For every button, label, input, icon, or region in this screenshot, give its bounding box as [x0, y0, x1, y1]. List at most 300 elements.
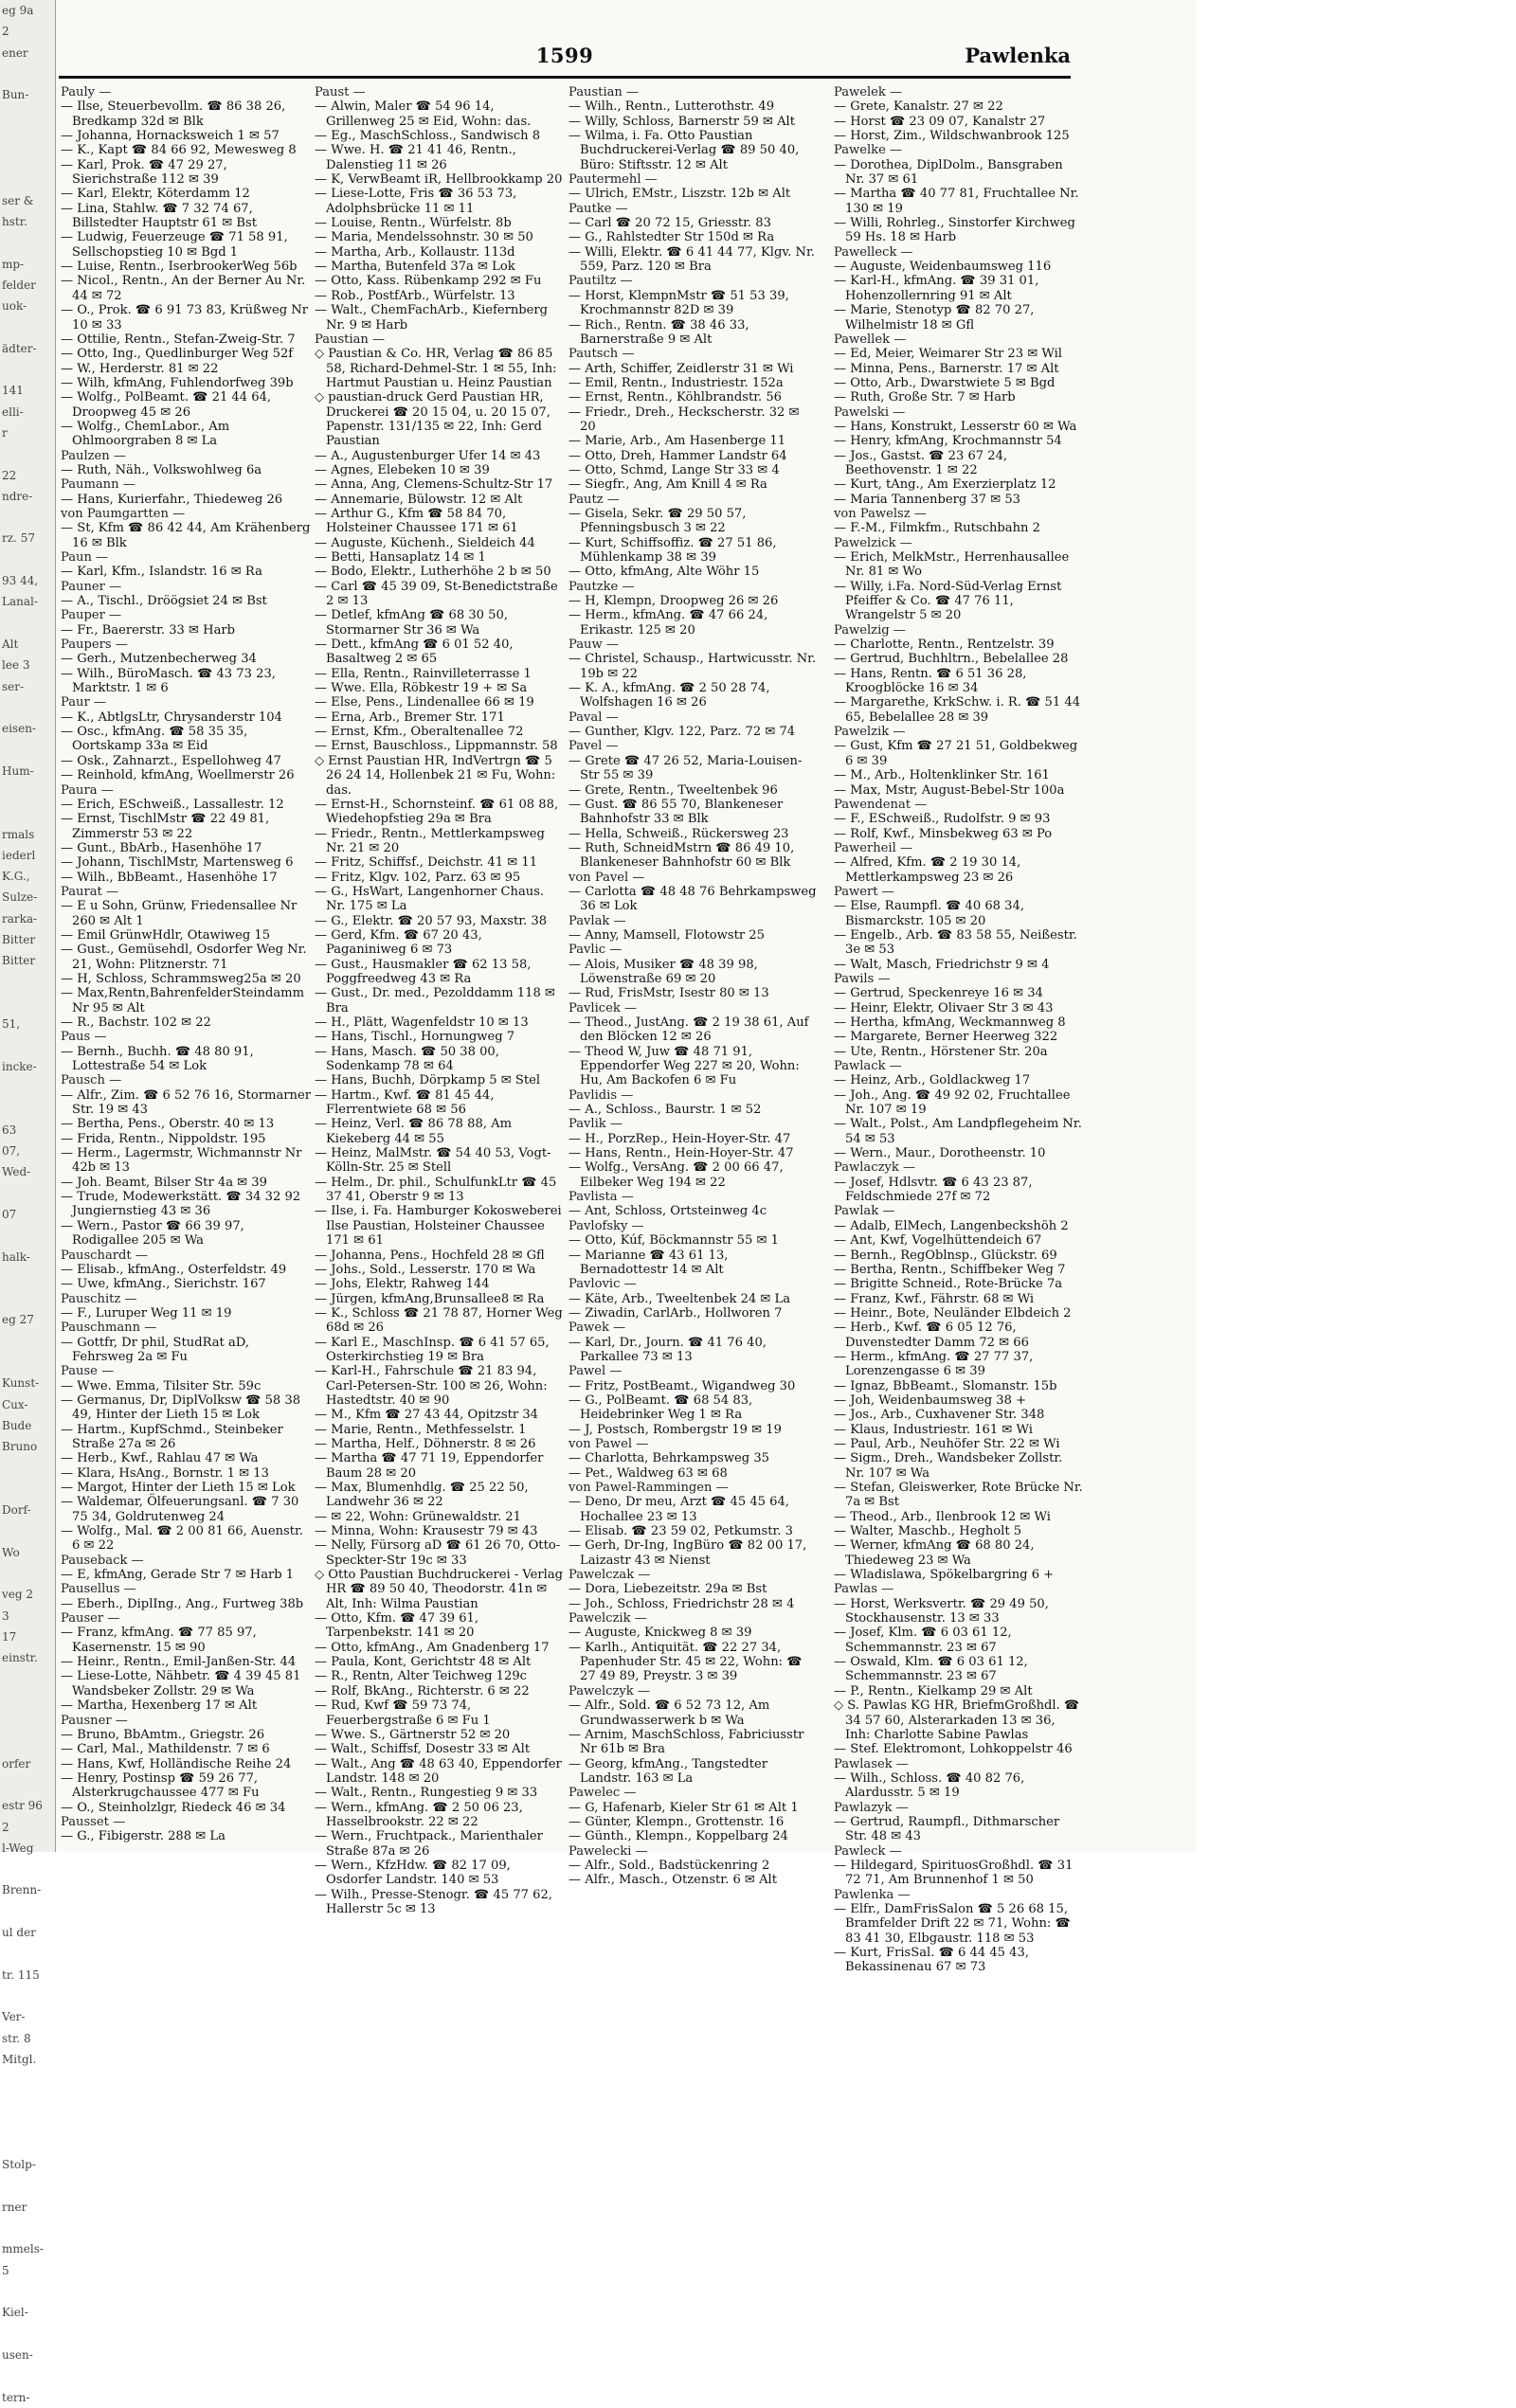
directory-entry: — Charlotta, Behrkampsweg 35: [568, 1451, 769, 1466]
directory-entry: — Dora, Liebezeitstr. 29a ✉ Bst: [568, 1582, 767, 1597]
directory-entry: — Rich., Rentn. ☎ 38 46 33, Barnerstraße 9 ✉ Alt: [568, 317, 749, 347]
directory-column-3: [568, 85, 819, 1888]
directory-entry: — Heinz, Arb., Goldlackweg 17: [834, 1073, 1031, 1088]
directory-entry: — Joh, Weidenbaumsweg 38 +: [834, 1393, 1027, 1408]
directory-entry: — Herm., Lagermstr, Wichmannstr Nr 42b ✉ 13: [61, 1146, 302, 1176]
directory-entry: — Brigitte Schneid., Rote-Brücke 7a: [834, 1277, 1063, 1292]
directory-entry: — Fritz, Schiffsf., Deichstr. 41 ✉ 11: [315, 855, 538, 871]
previous-page-fragment: [0, 2365, 55, 2386]
directory-entry: — P., Rentn., Kielkamp 29 ✉ Alt: [834, 1683, 1033, 1698]
directory-entry: — Kurt, Schiffsoffiz. ☎ 27 51 86, Mühlenkamp 38 ✉ 39: [568, 535, 777, 565]
directory-entry: — Bodo, Elektr., Lutherhöhe 2 b ✉ 50: [315, 565, 551, 580]
directory-entry: — Wwe. Ella, Röbkestr 19 + ✉ Sa: [315, 681, 528, 696]
directory-entry: — Wern., Fruchtpack., Marienthaler Straße 87a ✉ 26: [315, 1829, 543, 1859]
directory-entry: — Charlotte, Rentn., Rentzelstr. 39: [834, 638, 1055, 653]
previous-page-fragment: mmels-: [2, 2242, 44, 2256]
surname-heading: Pauschitz —: [61, 1291, 137, 1306]
surname-heading: Pawlak —: [834, 1204, 895, 1219]
directory-entry: — Sigm., Dreh., Wandsbeker Zollstr. Nr. 107 ✉ Wa: [834, 1451, 1063, 1481]
directory-entry: — Bruno, BbAmtm., Griegstr. 26: [61, 1727, 265, 1742]
directory-entry: — Ella, Rentn., Rainvilleterrasse 1: [315, 666, 532, 681]
previous-page-fragment: Stolp-: [2, 2158, 36, 2172]
previous-page-fragment: r: [2, 425, 8, 440]
previous-page-fragment: [0, 127, 55, 148]
directory-entry: — Herm., kfmAng. ☎ 47 66 24, Erikastr. 125 ✉ 20: [568, 608, 768, 638]
previous-page-fragment: rarka-: [2, 911, 38, 925]
directory-entry: — E u Sohn, Grünw, Friedensallee Nr 260 ✉ Alt 1: [61, 899, 298, 928]
surname-heading: Pauschmann —: [61, 1321, 157, 1336]
previous-page-fragment: eisen-: [2, 722, 36, 736]
surname-heading: Pause —: [61, 1364, 115, 1379]
directory-entry: — O., Steinholzlgr, Riedeck 46 ✉ 34: [61, 1800, 286, 1815]
directory-entry: — Wladislawa, Spökelbargring 6 +: [834, 1568, 1055, 1583]
directory-entry: — Gerh, Dr-Ing, IngBüro ☎ 82 00 17, Laizastr 43 ✉ Nienst: [568, 1538, 807, 1568]
directory-entry: — Osk., Zahnarzt., Espellohweg 47: [61, 753, 281, 768]
directory-entry: — Engelb., Arb. ☎ 83 58 55, Neißestr. 3e ✉ 53: [834, 927, 1077, 958]
previous-page-fragment: hstr.: [2, 214, 27, 228]
previous-page-fragment: K.G.,: [2, 870, 30, 884]
page-number: 1599: [535, 44, 594, 67]
directory-entry: — Walt., Rentn., Rungestieg 9 ✉ 33: [315, 1786, 538, 1801]
directory-entry: — Stefan, Gleiswerker, Rote Brücke Nr. 7a ✉ Bst: [834, 1481, 1083, 1510]
directory-column-1: [61, 85, 311, 1844]
previous-page-fragment: [0, 1901, 55, 1922]
directory-entry: — Bertha, Rentn., Schiffbeker Weg 7: [834, 1262, 1066, 1277]
directory-entry: — Wilh., BbBeamt., Hasenhöhe 17: [61, 870, 278, 885]
directory-entry: — Grete, Kanalstr. 27 ✉ 22: [834, 99, 1003, 115]
surname-heading: Pauseback —: [61, 1553, 144, 1568]
directory-entry: — Karl-H., Fahrschule ☎ 21 83 94, Carl-Petersen-Str. 100 ✉ 26, Wohn: Hastedtstr. 40 ✉ 90: [315, 1364, 548, 1408]
previous-page-fragment: 17: [2, 1629, 17, 1644]
surname-heading: Pavlovic —: [568, 1277, 637, 1292]
previous-page-fragment: Kiel-: [2, 2306, 28, 2320]
directory-entry: — Wwe. H. ☎ 21 41 46, Rentn., Dalenstieg 11 ✉ 26: [315, 143, 516, 172]
surname-heading: Pawelzik —: [834, 725, 906, 740]
directory-entry: — Wilh., Rentn., Lutterothstr. 49: [568, 99, 775, 115]
directory-entry: — Otto, Kass. Rübenkamp 292 ✉ Fu: [315, 274, 542, 289]
directory-entry: — Franz, Kwf., Fährstr. 68 ✉ Wi: [834, 1291, 1035, 1306]
directory-entry: — Paula, Kont, Gerichtstr 48 ✉ Alt: [315, 1655, 532, 1670]
directory-entry: — Karl, Kfm., Islandstr. 16 ✉ Ra: [61, 565, 262, 580]
previous-page-fragment: [0, 2324, 55, 2345]
directory-entry: — Martha ☎ 47 71 19, Eppendorfer Baum 28 ✉ 20: [315, 1451, 544, 1481]
directory-entry: — Henry, kfmAng, Krochmannstr 54: [834, 434, 1062, 449]
previous-page-fragment: tern-: [2, 2390, 30, 2404]
surname-heading: Pawelczyk —: [568, 1683, 650, 1698]
directory-entry: — K. A., kfmAng. ☎ 2 50 28 74, Wolfshagen 16 ✉ 26: [568, 681, 770, 710]
previous-page-fragment: einstr.: [2, 1651, 38, 1665]
previous-page-fragment: [0, 2133, 55, 2154]
directory-entry: — Ant, Schloss, Ortsteinweg 4c: [568, 1204, 767, 1219]
directory-entry: — Otto, Kúf, Böckmannstr 55 ✉ 1: [568, 1233, 779, 1249]
surname-heading: Pawerheil —: [834, 840, 913, 855]
directory-entry: — Margarethe, KrkSchw. i. R. ☎ 51 44 65, Bebelallee 28 ✉ 39: [834, 695, 1081, 725]
directory-entry: — Bertha, Pens., Oberstr. 40 ✉ 13: [61, 1117, 275, 1132]
surname-heading: Paustian —: [568, 85, 640, 99]
directory-entry: — Ulrich, EMstr., Liszstr. 12b ✉ Alt: [568, 187, 791, 202]
previous-page-fragment: ener: [2, 45, 28, 60]
previous-page-fragment: [0, 1711, 55, 1732]
previous-page-fragment: Mitgl.: [2, 2052, 37, 2066]
surname-heading: Pausner —: [61, 1713, 128, 1728]
directory-entry: — Günth., Klempn., Koppelbarg 24: [568, 1829, 788, 1844]
surname-heading: Pawelecki —: [568, 1843, 648, 1859]
previous-page-fragment: [0, 1267, 55, 1288]
surname-heading: Paumann —: [61, 477, 135, 493]
directory-entry: — Marianne ☎ 43 61 13, Bernadottestr 14 ✉ Alt: [568, 1248, 729, 1277]
directory-entry: — Annemarie, Bülowstr. 12 ✉ Alt: [315, 492, 523, 507]
directory-entry: — Werner, kfmAng ☎ 68 80 24, Thiedeweg 23 ✉ Wa: [834, 1538, 1035, 1568]
directory-entry: — G., Rahlstedter Str 150d ✉ Ra: [568, 230, 775, 245]
directory-entry: — Gerh., Mutzenbecherweg 34: [61, 652, 257, 667]
previous-page-fragment: [0, 2112, 55, 2133]
directory-entry: — Wilh, kfmAng, Fuhlendorfweg 39b: [61, 375, 294, 390]
surname-heading: Pauw —: [568, 638, 619, 653]
directory-entry: — Reinhold, kfmAng, Woellmerstr 26: [61, 768, 295, 783]
previous-page-fragment: [0, 1352, 55, 1373]
surname-heading: Pawellek —: [834, 332, 907, 347]
surname-heading: Pawelzig —: [834, 622, 906, 638]
directory-entry: — H, Klempn, Droopweg 26 ✉ 26: [568, 594, 779, 609]
surname-heading: Pavlik —: [568, 1117, 623, 1132]
directory-entry: — Gust., Dr. med., Pezolddamm 118 ✉ Bra: [315, 986, 555, 1015]
directory-entry: — Bernh., Buchh. ☎ 48 80 91, Lottestraße 54 ✉ Lok: [61, 1044, 254, 1074]
directory-entry: — Alfred, Kfm. ☎ 2 19 30 14, Mettlerkampsweg 23 ✉ 26: [834, 855, 1021, 885]
directory-entry: — Walt., Schiffsf, Dosestr 33 ✉ Alt: [315, 1742, 531, 1757]
directory-entry: — Hans, Masch. ☎ 50 38 00, Sodenkamp 78 ✉ 64: [315, 1044, 499, 1074]
page-header: [59, 42, 1071, 79]
surname-heading: Paur —: [61, 695, 106, 710]
directory-entry: — Wilh., BüroMasch. ☎ 43 73 23, Marktstr. 1 ✉ 6: [61, 666, 276, 696]
directory-entry: — Karlh., Antiquität. ☎ 22 27 34, Papenhuder Str. 45 ✉ 22, Wohn: ☎ 27 49 89, Preystr. 3 ✉ 39: [568, 1640, 803, 1684]
directory-entry: — F., Luruper Weg 11 ✉ 19: [61, 1305, 232, 1321]
directory-entry: — R., Bachstr. 102 ✉ 22: [61, 1015, 211, 1030]
directory-entry: — Heinr., Rentn., Emil-Janßen-Str. 44: [61, 1655, 297, 1670]
surname-heading: Pavlofsky —: [568, 1218, 644, 1233]
surname-heading: Pautzke —: [568, 579, 635, 594]
previous-page-fragment: [0, 2218, 55, 2238]
surname-heading: Pawel —: [568, 1364, 623, 1379]
directory-entry: — Christel, Schausp., Hartwicusstr. Nr. 19b ✉ 22: [568, 652, 817, 681]
previous-page-fragment: [0, 2091, 55, 2111]
surname-heading: Pawelleck —: [834, 244, 913, 260]
previous-page-fragment: [0, 1520, 55, 1541]
directory-entry: — Trude, Modewerkstätt. ☎ 34 32 92 Jungiernstieg 43 ✉ 36: [61, 1190, 301, 1219]
previous-page-fragment: [0, 739, 55, 760]
previous-page-fragment: [0, 1986, 55, 2006]
directory-entry: — Günter, Klempn., Grottenstr. 16: [568, 1814, 785, 1829]
directory-entry: — Auguste, Weidenbaumsweg 116: [834, 260, 1052, 275]
directory-entry: — Arnim, MaschSchloss, Fabriciusstr Nr 61b ✉ Bra: [568, 1727, 804, 1757]
previous-page-fragment: [0, 613, 55, 634]
directory-entry: — Rolf, Kwf., Minsbekweg 63 ✉ Po: [834, 826, 1053, 841]
directory-entry: — M., Kfm ☎ 27 43 44, Opitzstr 34: [315, 1408, 538, 1423]
directory-entry: — Nelly, Fürsorg aD ☎ 61 26 70, Otto-Speckter-Str 19c ✉ 33: [315, 1538, 561, 1568]
surname-heading: Pavlista —: [568, 1190, 634, 1205]
previous-page-fragment: tr. 115: [2, 1968, 40, 1982]
previous-page-fragment: [0, 782, 55, 802]
directory-entry: — K, VerwBeamt iR, Hellbrookkamp 20: [315, 172, 563, 188]
directory-entry: — G., HsWart, Langenhorner Chaus. Nr. 175 ✉ La: [315, 884, 545, 914]
previous-page-fragment: [0, 1077, 55, 1098]
directory-entry: — Frida, Rentn., Nippoldstr. 195: [61, 1131, 266, 1146]
previous-page-fragment: Sulze-: [2, 890, 38, 905]
directory-entry: — H., Plätt, Wagenfeldstr 10 ✉ 13: [315, 1015, 529, 1030]
previous-page-fragment: 5: [2, 2263, 9, 2277]
surname-heading: Paval —: [568, 710, 619, 725]
directory-entry: — Gottfr, Dr phil, StudRat aD, Fehrsweg 2a ✉ Fu: [61, 1335, 249, 1364]
directory-entry: — Anny, Mamsell, Flotowstr 25: [568, 927, 765, 943]
directory-entry: — G, Hafenarb, Kieler Str 61 ✉ Alt 1: [568, 1800, 799, 1815]
previous-page-fragment: ndre-: [2, 489, 33, 503]
previous-page-fragment: [0, 1563, 55, 1584]
surname-heading: Pautsch —: [568, 347, 635, 362]
directory-entry: — Elisab. ☎ 23 59 02, Petkumstr. 3: [568, 1524, 793, 1539]
directory-entry: — Johs., Sold., Lesserstr. 170 ✉ Wa: [315, 1262, 536, 1277]
previous-page-fragment: 3: [2, 1608, 9, 1623]
directory-entry: — Wolfg., Mal. ☎ 2 00 81 66, Auenstr. 6 ✉ 22: [61, 1524, 303, 1554]
surname-heading: von Pavel —: [568, 870, 645, 885]
directory-entry: — Ernst, Kfm., Oberaltenallee 72: [315, 725, 524, 740]
directory-entry: — Waldemar, Ölfeuerungsanl. ☎ 7 30 75 34, Goldrutenweg 24: [61, 1495, 299, 1524]
directory-entry: — Erna, Arb., Bremer Str. 171: [315, 710, 505, 725]
previous-page-fragment: [0, 1668, 55, 1689]
directory-entry: — M., Arb., Holtenklinker Str. 161: [834, 768, 1050, 783]
directory-entry: — Martha, Arb., Kollaustr. 113d: [315, 244, 515, 260]
directory-entry: — Margarete, Berner Heerweg 322: [834, 1030, 1058, 1045]
previous-page-fragment: [0, 972, 55, 993]
directory-entry: — Jos., Gastst. ☎ 23 67 24, Beethovenstr. 1 ✉ 22: [834, 448, 1008, 477]
surname-heading: Paurat —: [61, 884, 119, 899]
previous-page-fragment: 2: [2, 25, 9, 39]
directory-entry: — Hans, Rentn., Hein-Hoyer-Str. 47: [568, 1146, 794, 1161]
previous-page-fragment: ser &: [2, 193, 34, 207]
directory-entry: — Willy, Schloss, Barnerstr 59 ✉ Alt: [568, 114, 795, 129]
directory-entry: — Hartm., Kwf. ☎ 81 45 44, Flerrentwiete 68 ✉ 56: [315, 1087, 495, 1118]
directory-entry: — Heinr, Elektr, Olivaer Str 3 ✉ 43: [834, 1000, 1054, 1015]
directory-entry: — Wolfg., PolBeamt. ☎ 21 44 64, Droopweg 45 ✉ 26: [61, 390, 272, 420]
previous-page-fragment: [0, 1774, 55, 1795]
previous-page-fragment: [0, 169, 55, 189]
directory-entry: — Alfr., Zim. ☎ 6 52 76 16, Stormarner Str. 19 ✉ 43: [61, 1087, 311, 1118]
directory-entry: — Ernst, Rentn., Köhlbrandstr. 56: [568, 390, 783, 405]
previous-page-fragment: [0, 549, 55, 570]
previous-page-fragment: usen-: [2, 2347, 33, 2362]
directory-entry: — Ed, Meier, Weimarer Str 23 ✉ Wil: [834, 347, 1062, 362]
directory-entry: — Stef. Elektromont, Lohkoppelstr 46: [834, 1742, 1073, 1757]
surname-heading: Pawelzick —: [834, 535, 912, 550]
surname-heading: Pawelec —: [568, 1786, 637, 1801]
directory-entry: — Theod W, Juw ☎ 48 71 91, Eppendorfer Weg 227 ✉ 20, Wohn: Hu, Am Backofen 6 ✉ Fu: [568, 1044, 800, 1088]
directory-entry: — Ilse, i. Fa. Hamburger Kokosweberei Ilse Paustian, Holsteiner Chaussee 171 ✉ 61: [315, 1204, 562, 1249]
directory-entry: — Ottilie, Rentn., Stefan-Zweig-Str. 7: [61, 332, 296, 347]
directory-entry: — Grete, Rentn., Tweeltenbek 96: [568, 782, 778, 798]
previous-page-fragment: [0, 1035, 55, 1056]
surname-heading: Pauschardt —: [61, 1248, 148, 1263]
directory-entry: — Liese-Lotte, Fris ☎ 36 53 73, Adolphsbrücke 11 ✉ 11: [315, 187, 517, 216]
surname-heading: Pawek —: [568, 1321, 626, 1336]
previous-page-fragment: 51,: [2, 1017, 21, 1032]
previous-page-fragment: [0, 2281, 55, 2302]
directory-entry: ◇ paustian-druck Gerd Paustian HR, Druckerei ☎ 20 15 04, u. 20 15 07, Papenstr. 131/135 ✉ 22, Inh: Gerd Paustian: [315, 390, 550, 449]
directory-entry: — A., Augustenburger Ufer 14 ✉ 43: [315, 448, 541, 463]
surname-heading: Pawelke —: [834, 143, 903, 158]
directory-entry: — Fritz, PostBeamt., Wigandweg 30: [568, 1378, 796, 1393]
directory-entry: — Ernst, TischlMstr ☎ 22 49 81, Zimmerstr 53 ✉ 22: [61, 812, 270, 841]
previous-page-fragment: Wed-: [2, 1165, 31, 1179]
directory-entry: — Dett., kfmAng ☎ 6 01 52 40, Basaltweg 2 ✉ 65: [315, 638, 514, 667]
directory-entry: — Hella, Schweiß., Rückersweg 23: [568, 826, 789, 841]
previous-page-fragment: Cux-: [2, 1397, 28, 1411]
directory-entry: ◇ Otto Paustian Buchdruckerei - Verlag HR ☎ 89 50 40, Theodorstr. 41n ✉ Alt, Inh: Wilma Paustian: [315, 1568, 564, 1611]
directory-entry: — H, Schloss, Schrammsweg25a ✉ 20: [61, 971, 301, 986]
directory-entry: — Martha ☎ 40 77 81, Fruchtallee Nr. 130 ✉ 19: [834, 187, 1079, 216]
surname-heading: Pauser —: [61, 1611, 120, 1626]
directory-entry: — Jürgen, kfmAng,Brunsallee8 ✉ Ra: [315, 1291, 545, 1306]
previous-page-fragment: incke-: [2, 1059, 37, 1073]
surname-heading: Pausch —: [61, 1073, 122, 1088]
directory-entry: — Johanna, Hornacksweich 1 ✉ 57: [61, 129, 280, 144]
directory-entry: — Eg., MaschSchloss., Sandwisch 8: [315, 129, 541, 144]
previous-page-fragment: ser-: [2, 679, 25, 693]
directory-entry: — Horst, Zim., Wildschwanbrook 125: [834, 129, 1070, 144]
directory-entry: — Johanna, Pens., Hochfeld 28 ✉ Gfl: [315, 1248, 545, 1263]
previous-page-fragment: uok-: [2, 299, 27, 314]
surname-heading: Pautermehl —: [568, 172, 658, 188]
directory-entry: — Paul, Arb., Neuhöfer Str. 22 ✉ Wi: [834, 1436, 1060, 1451]
previous-page-fragment: Bruno: [2, 1440, 38, 1454]
directory-entry: — Walter, Maschb., Hegholt 5: [834, 1524, 1022, 1539]
directory-entry: — Hans, Tischl., Hornungweg 7: [315, 1030, 515, 1045]
previous-page-fragment: Bitter: [2, 933, 36, 947]
directory-entry: — Walt., Ang ☎ 48 63 40, Eppendorfer Landstr. 148 ✉ 20: [315, 1756, 562, 1786]
directory-entry: — Klara, HsAng., Bornstr. 1 ✉ 13: [61, 1465, 269, 1481]
directory-entry: — Maria Tannenberg 37 ✉ 53: [834, 492, 1021, 507]
directory-entry: — Else, Raumpfl. ☎ 40 68 34, Bismarckstr. 105 ✉ 20: [834, 899, 1024, 928]
directory-entry: — Ludwig, Feuerzeuge ☎ 71 58 91, Sellschopstieg 10 ✉ Bgd 1: [61, 230, 288, 260]
previous-page-fragment: [0, 993, 55, 1014]
previous-page-fragment: [0, 1859, 55, 1879]
directory-entry: — Walt, Masch, Friedrichstr 9 ✉ 4: [834, 957, 1050, 972]
directory-entry: — Wern., Pastor ☎ 66 39 97, Rodigallee 205 ✉ Wa: [61, 1218, 244, 1249]
directory-entry: — St, Kfm ☎ 86 42 44, Am Krähenberg 16 ✉ Blk: [61, 521, 311, 550]
directory-entry: — Auguste, Knickweg 8 ✉ 39: [568, 1626, 752, 1641]
surname-heading: Paustian —: [315, 332, 386, 347]
directory-entry: — F., ESchweiß., Rudolfstr. 9 ✉ 93: [834, 812, 1051, 827]
previous-page-fragment: ädter-: [2, 341, 37, 355]
previous-page-fragment: estr 96: [2, 1799, 43, 1813]
directory-entry: — Käte, Arb., Tweeltenbek 24 ✉ La: [568, 1291, 791, 1306]
directory-entry: — Minna, Pens., Barnerstr. 17 ✉ Alt: [834, 361, 1059, 376]
directory-entry: — Dorothea, DiplDolm., Bansgraben Nr. 37 ✉ 61: [834, 157, 1063, 188]
surname-heading: Pawendenat —: [834, 797, 928, 812]
directory-entry: — Detlef, kfmAng ☎ 68 30 50, Stormarner Str 36 ✉ Wa: [315, 608, 508, 638]
directory-entry: — Martha, Butenfeld 37a ✉ Lok: [315, 260, 515, 275]
directory-entry: — Wilh., Schloss. ☎ 40 82 76, Alardusstr. 5 ✉ 19: [834, 1770, 1025, 1801]
directory-entry: — A., Tischl., Dröögsiet 24 ✉ Bst: [61, 594, 267, 609]
directory-entry: — Elisab., kfmAng., Osterfeldstr. 49: [61, 1262, 287, 1277]
directory-entry: — Carlotta ☎ 48 48 76 Behrkampsweg 36 ✉ Lok: [568, 884, 817, 914]
directory-entry: — Walt., ChemFachArb., Kiefernberg Nr. 9 ✉ Harb: [315, 303, 549, 332]
previous-page-fragment: eg 9a: [2, 4, 34, 17]
directory-entry: — Heinz, Verl. ☎ 86 78 88, Am Kiekeberg 44 ✉ 55: [315, 1117, 513, 1146]
surname-heading: Pawlas —: [834, 1582, 894, 1597]
previous-page-fragment: Hum-: [2, 764, 34, 778]
surname-heading: von Pawelsz —: [834, 506, 927, 521]
directory-entry: — Osc., kfmAng. ☎ 58 35 35, Oortskamp 33a ✉ Eid: [61, 725, 248, 754]
directory-entry: — Helm., Dr. phil., SchulfunkLtr ☎ 45 37 41, Oberstr 9 ✉ 13: [315, 1175, 557, 1205]
directory-entry: — Theod., Arb., Ilenbrook 12 ✉ Wi: [834, 1509, 1051, 1524]
directory-entry: — Theod., JustAng. ☎ 2 19 38 61, Auf den Blöcken 12 ✉ 26: [568, 1015, 809, 1045]
directory-entry: — K., Kapt ☎ 84 66 92, Mewesweg 8: [61, 143, 297, 158]
directory-entry: — Gertrud, Speckenreye 16 ✉ 34: [834, 986, 1043, 1001]
directory-entry: — Hartm., KupfSchmd., Steinbeker Straße 27a ✉ 26: [61, 1422, 283, 1451]
previous-page-fragment: Brenn-: [2, 1883, 42, 1897]
directory-entry: — Margot, Hinter der Lieth 15 ✉ Lok: [61, 1481, 296, 1495]
directory-entry: — Carl, Mal., Mathildenstr. 7 ✉ 6: [61, 1742, 270, 1757]
previous-page-fragment: [0, 1732, 55, 1752]
directory-entry: — Uwe, kfmAng., Sierichstr. 167: [61, 1277, 266, 1292]
directory-entry: — Carl ☎ 45 39 09, St-Benedictstraße 2 ✉ 13: [315, 579, 558, 609]
directory-entry: — Ernst-H., Schornsteinf. ☎ 61 08 88, Wiedehopfstieg 29a ✉ Bra: [315, 797, 559, 827]
directory-entry: — Bernh., RegOblnsp., Glückstr. 69: [834, 1248, 1057, 1263]
directory-entry: — Gertrud, Buchhltrn., Bebelallee 28: [834, 652, 1069, 667]
previous-page-fragment: rmals: [2, 827, 35, 841]
surname-heading: Pawelczik —: [568, 1611, 647, 1626]
directory-entry: — Max, Mstr, August-Bebel-Str 100a: [834, 782, 1065, 798]
directory-entry: — Wilma, i. Fa. Otto Paustian Buchdruckerei-Verlag ☎ 89 50 40, Büro: Stiftsstr. 12 ✉ Alt: [568, 129, 800, 172]
directory-entry: — Karl E., MaschInsp. ☎ 6 41 57 65, Osterkirchstieg 19 ✉ Bra: [315, 1335, 550, 1364]
directory-entry: — Gertrud, Raumpfl., Dithmarscher Str. 48 ✉ 43: [834, 1814, 1060, 1844]
directory-entry: — O., Prok. ☎ 6 91 73 83, Krüßweg Nr 10 ✉ 33: [61, 303, 308, 332]
previous-page-fragment: felder: [2, 278, 36, 292]
surname-heading: Pawils —: [834, 971, 891, 986]
previous-page-fragment: 141: [2, 384, 24, 398]
surname-heading: Pavlidis —: [568, 1087, 634, 1103]
surname-heading: Pausset —: [61, 1814, 126, 1829]
directory-entry: — Otto, Arb., Dwarstwiete 5 ✉ Bgd: [834, 375, 1056, 390]
directory-entry: — Henry, Postinsp ☎ 59 26 77, Alsterkrugchaussee 477 ✉ Fu: [61, 1770, 260, 1801]
directory-entry: — Eberh., DiplIng., Ang., Furtweg 38b: [61, 1596, 304, 1611]
directory-entry: — Ernst, Bauschloss., Lippmannstr. 58: [315, 739, 558, 754]
previous-page-fragment: [0, 63, 55, 84]
running-head: Pawlenka: [965, 44, 1071, 67]
previous-page-fragment: [0, 1690, 55, 1711]
surname-heading: Pawlack —: [834, 1059, 902, 1074]
surname-heading: Pautz —: [568, 492, 620, 507]
previous-page-fragment: Dorf-: [2, 1503, 31, 1518]
surname-heading: Pavlicek —: [568, 1000, 638, 1015]
previous-page-fragment: veg 2: [2, 1588, 34, 1602]
previous-page-fragment: ul der: [2, 1926, 36, 1940]
previous-page-fragment: [0, 105, 55, 126]
directory-entry: — Adalb, ElMech, Langenbeckshöh 2: [834, 1218, 1069, 1233]
directory-entry: ◇ Ernst Paustian HR, IndVertrgn ☎ 5 26 24 14, Hollenbek 21 ✉ Fu, Wohn: das.: [315, 753, 556, 798]
previous-page-fragment: Bude: [2, 1418, 32, 1432]
previous-page-fragment: [0, 1288, 55, 1309]
directory-entry: — Ziwadin, CarlArb., Hollworen 7: [568, 1305, 783, 1321]
directory-entry: — Ruth, Näh., Volkswohlweg 6a: [61, 462, 262, 477]
directory-entry: — Ute, Rentn., Hörstener Str. 20a: [834, 1044, 1048, 1059]
directory-entry: — Hans, Buchh, Dörpkamp 5 ✉ Stel: [315, 1073, 541, 1088]
surname-heading: Pawert —: [834, 884, 894, 899]
previous-page-fragment: [0, 802, 55, 823]
directory-entry: — Heinr., Bote, Neuländer Elbdeich 2: [834, 1305, 1072, 1321]
directory-entry: — Gust., Gemüsehdl, Osdorfer Weg Nr. 21, Wohn: Plitznerstr. 71: [61, 943, 307, 972]
directory-entry: — Emil, Rentn., Industriestr. 152a: [568, 375, 784, 390]
directory-entry: — Rud, Kwf ☎ 59 73 74, Feuerbergstraße 6 ✉ Fu 1: [315, 1698, 491, 1728]
directory-entry: — Herb., Kwf., Rahlau 47 ✉ Wa: [61, 1451, 259, 1466]
